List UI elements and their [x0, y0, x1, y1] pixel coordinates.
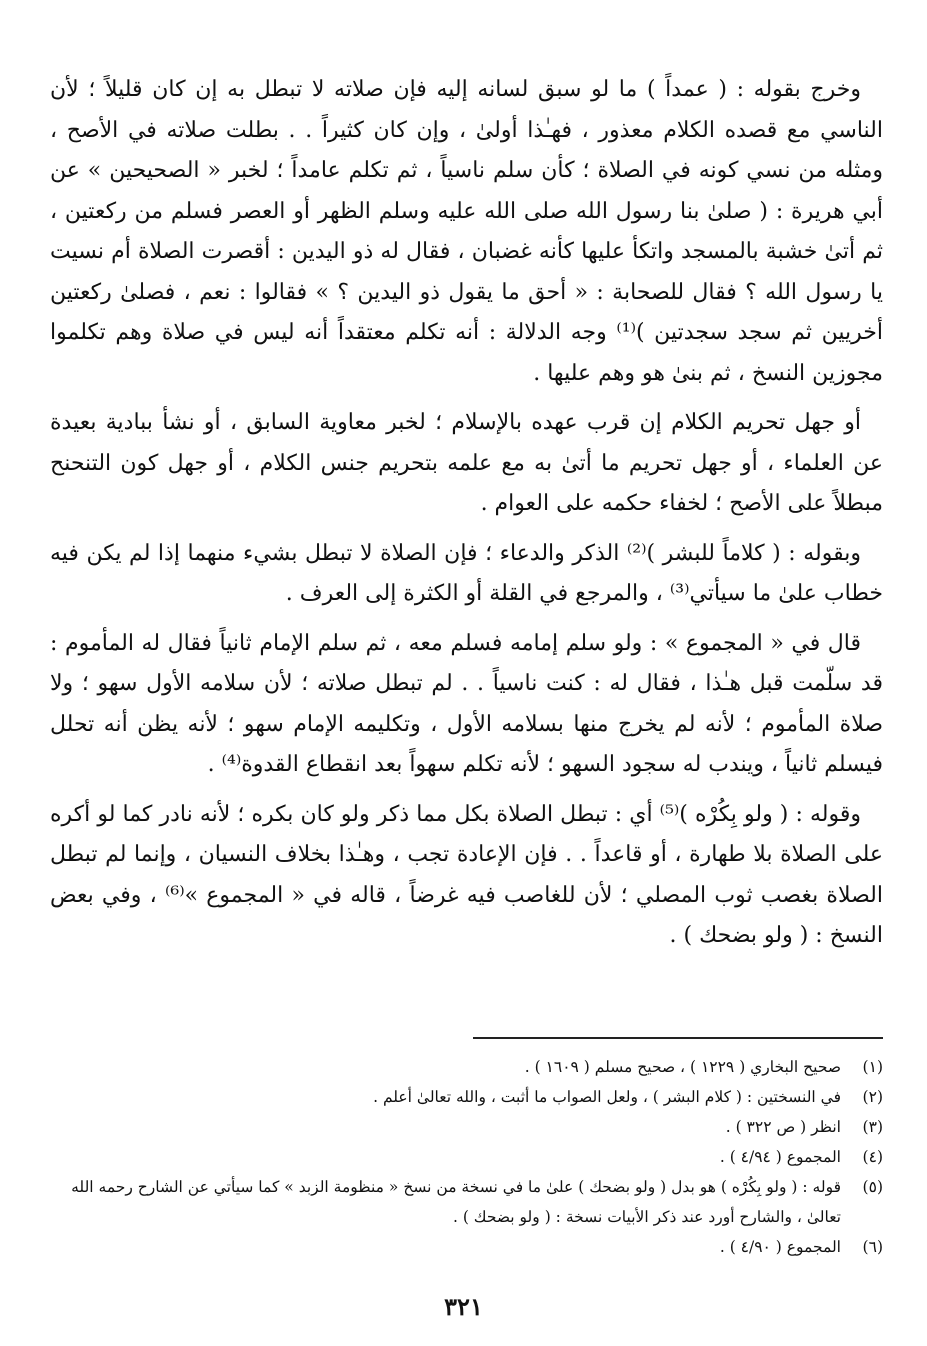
- footnote-4: [44, 1142, 883, 1172]
- footnote-number: (٤): [862, 1148, 883, 1166]
- paragraph-5-text: وقوله : ( ولو بِكُرْه )⁽⁵⁾ أي : تبطل الصلاة بكل مما ذكر ولو كان بكره ؛ لأنه نادر كما لو أكره على الصلاة بلا طهارة ، أو قاعداً . . فإن الإعادة تجب ، وهـٰذا بخلاف النسيان ، وإنما لم تبطل الصلاة بغصب ثوب المصلي ؛ لأن للغاصب فيه غرضاً ، قاله في « المجموع »⁽⁶⁾ ، وفي بعض النسخ : ( ولو بضحك ) .: [50, 801, 883, 948]
- main-text: [50, 70, 883, 957]
- footnote-number: (٥): [862, 1178, 883, 1196]
- footnote-2: [44, 1082, 883, 1112]
- page-number: ٣٢١: [444, 1292, 483, 1321]
- footnote-text: قوله : ( ولو بِكُرْه ) هو بدل ( ولو بضحك ) علىٰ ما في نسخة من نسخ « منظومة الزبد » كما سيأتي عن الشارح رحمه الله تعالىٰ ، والشارح أورد عند ذكر الأبيات نسخة : ( ولو بضحك ) .: [71, 1178, 841, 1226]
- footnotes: [44, 1052, 883, 1262]
- paragraph-3-text: وبقوله : ( كلاماً للبشر )⁽²⁾ الذكر والدعاء ؛ فإن الصلاة لا تبطل بشيء منهما إذا لم يكن فيه خطاب علىٰ ما سيأتي⁽³⁾ ، والمرجع في القلة أو الكثرة إلى العرف .: [50, 540, 883, 606]
- paragraph-4-text: قال في « المجموع » : ولو سلم إمامه فسلم معه ، ثم سلم الإمام ثانياً فقال له المأموم : قد سلّمت قبل هـٰذا ، فقال له : كنت ناسياً . . لم تبطل صلاته ؛ لأن سلامه الأول سهو ؛ ولا صلاة المأموم ؛ لأنه لم يخرج منها بسلامه الأول ، وتكليمه الإمام سهو ؛ لأنه يظن أنه تحلل فيسلم ثانياً ، ويندب له سجود السهو ؛ لأنه تكلم سهواً بعد انقطاع القدوة⁽⁴⁾ .: [50, 630, 883, 777]
- footnote-text: صحيح البخاري ( ١٢٢٩ ) ، صحيح مسلم ( ١٦٠٩ ) .: [524, 1058, 841, 1076]
- footnote-number: (١): [862, 1058, 883, 1076]
- footnote-3: [44, 1112, 883, 1142]
- footnote-number: (٢): [862, 1088, 883, 1106]
- footnote-text: المجموع ( ٤/٩٠ ) .: [719, 1238, 841, 1256]
- footnote-separator: [473, 1037, 883, 1039]
- footnote-text: انظر ( ص ٣٢٢ ) .: [725, 1118, 841, 1136]
- paragraph-5: [50, 795, 883, 957]
- footnote-5: [44, 1172, 883, 1232]
- paragraph-4: [50, 624, 883, 786]
- paragraph-1: [50, 70, 883, 394]
- paragraph-2-text: أو جهل تحريم الكلام إن قرب عهده بالإسلام ؛ لخبر معاوية السابق ، أو نشأ ببادية بعيدة عن العلماء ، أو جهل تحريم ما أتىٰ به مع علمه بتحريم جنس الكلام ، أو جهل كون التنحنح مبطلاً على الأصح ؛ لخفاء حكمه على العوام .: [50, 410, 883, 516]
- paragraph-3: [50, 534, 883, 615]
- footnote-number: (٦): [862, 1238, 883, 1256]
- paragraph-1-text: وخرج بقوله : ( عمداً ) ما لو سبق لسانه إليه فإن صلاته لا تبطل به إن كان قليلاً ؛ لأن الناسي مع قصده الكلام معذور ، فهـٰذا أولىٰ ، وإن كان كثيراً . . بطلت صلاته في الأصح ، ومثله من نسي كونه في الصلاة ؛ كأن سلم ناسياً ، ثم تكلم عامداً ؛ لخبر « الصحيحين » عن أبي هريرة : ( صلىٰ بنا رسول الله صلى الله عليه وسلم الظهر أو العصر فسلم من ركعتين ، ثم أتىٰ خشبة بالمسجد واتكأ عليها كأنه غضبان ، فقال له ذو اليدين : أقصرت الصلاة أم نسيت يا رسول الله ؟ فقال للصحابة : « أحق ما يقول ذو اليدين ؟ » فقالوا : نعم ، فصلىٰ ركعتين أخريين ثم سجد سجدتين )⁽¹⁾ وجه الدلالة : أنه تكلم معتقداً أنه ليس في صلاة وهم تكلموا مجوزين النسخ ، ثم بنىٰ هو وهم عليها .: [50, 77, 883, 386]
- paragraph-2: [50, 403, 883, 525]
- footnote-text: في النسختين : ( كلام البشر ) ، ولعل الصواب ما أثبت ، والله تعالىٰ أعلم .: [373, 1088, 841, 1106]
- footnote-number: (٣): [862, 1118, 883, 1136]
- footnote-text: المجموع ( ٤/٩٤ ) .: [719, 1148, 841, 1166]
- footnote-6: [44, 1232, 883, 1262]
- footnote-1: [44, 1052, 883, 1082]
